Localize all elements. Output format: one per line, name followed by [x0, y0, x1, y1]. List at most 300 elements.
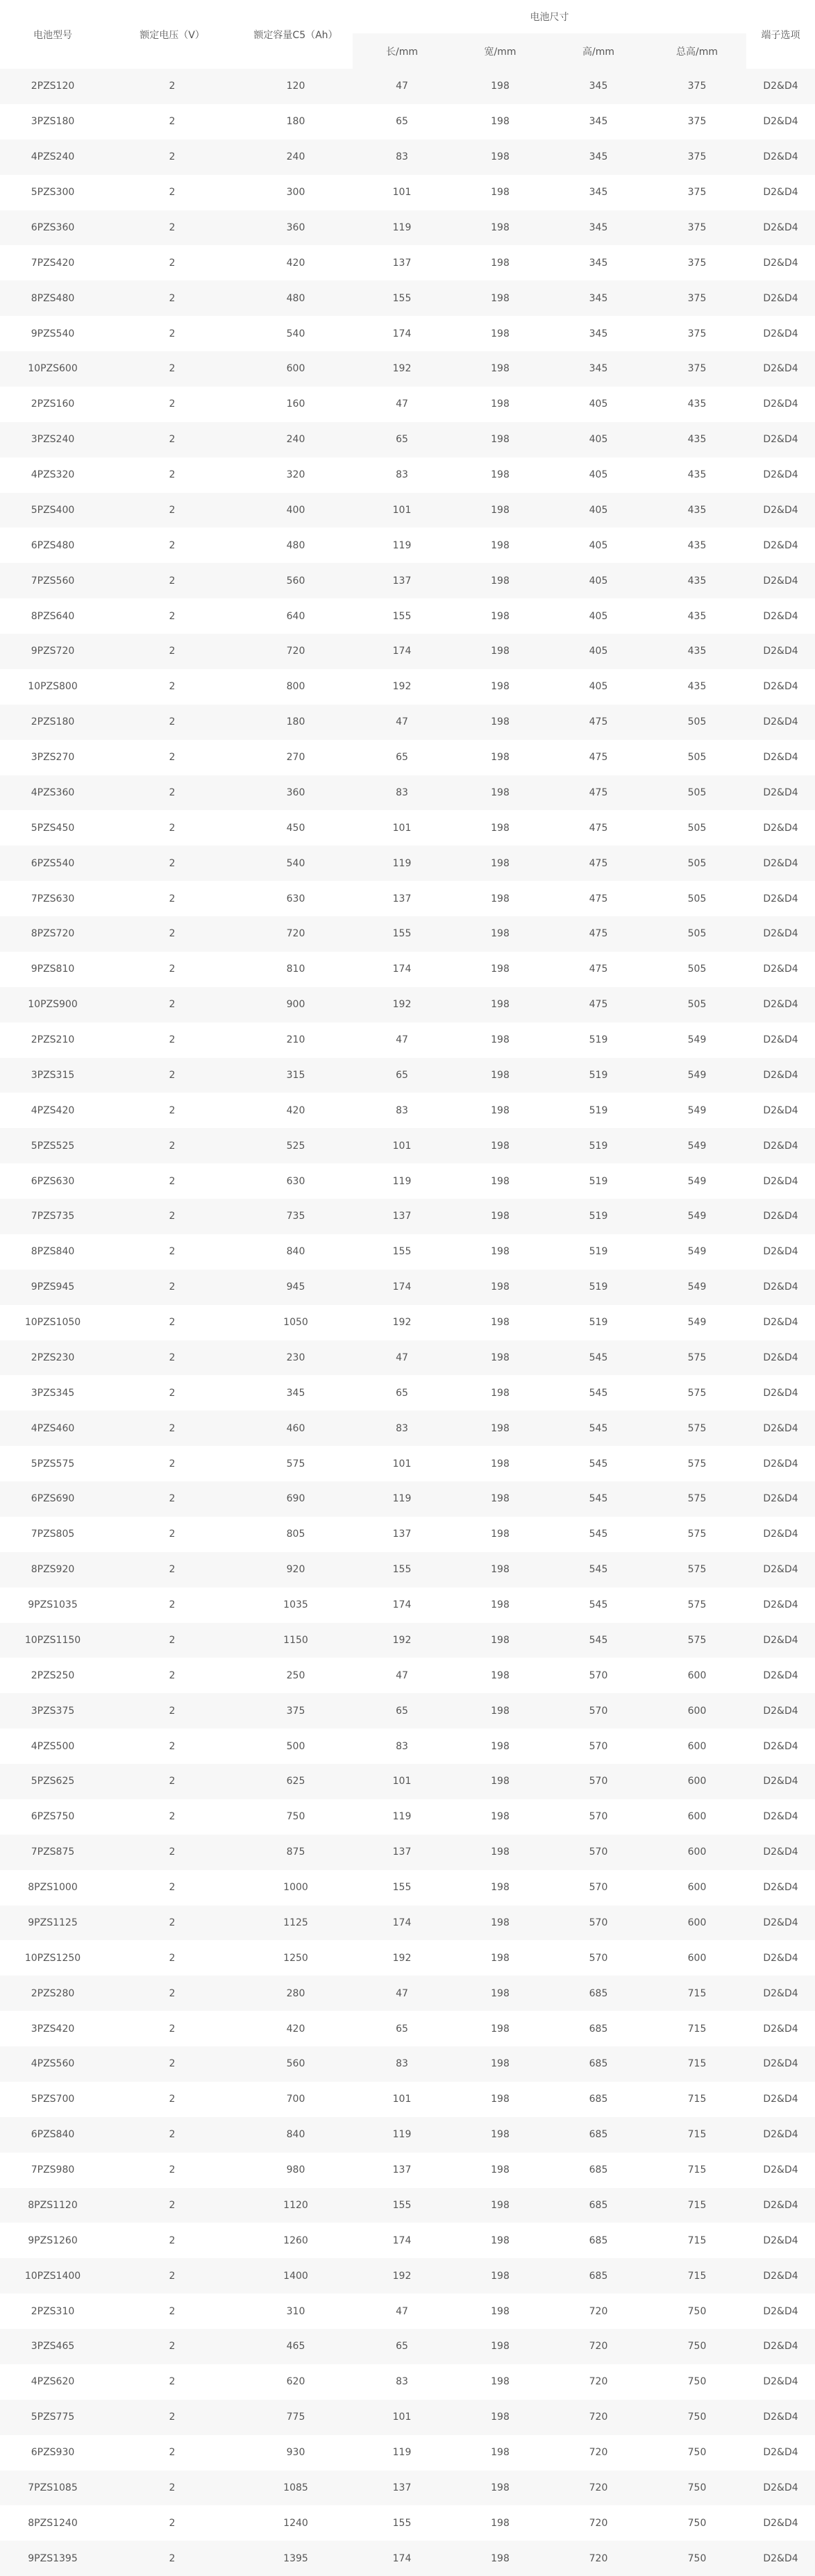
cell-terminal: D2&D4: [746, 1128, 815, 1163]
table-row: [0, 810, 815, 845]
cell-model: 5PZS400: [0, 493, 106, 528]
cell-length: 101: [353, 810, 451, 845]
cell-model: 4PZS460: [0, 1411, 106, 1446]
cell-length: 137: [353, 245, 451, 280]
table-row: [0, 2470, 815, 2506]
table-row: [0, 2541, 815, 2576]
cell-total-height: 600: [648, 1799, 746, 1835]
cell-length: 119: [353, 1799, 451, 1835]
table-row: [0, 740, 815, 775]
cell-total-height: 715: [648, 2153, 746, 2188]
cell-capacity: 775: [239, 2400, 353, 2435]
cell-length: 65: [353, 104, 451, 140]
cell-width: 198: [451, 2293, 549, 2329]
cell-terminal: D2&D4: [746, 1835, 815, 1870]
cell-capacity: 320: [239, 457, 353, 493]
cell-model: 2PZS120: [0, 69, 106, 104]
cell-height: 519: [549, 1163, 648, 1199]
cell-total-height: 505: [648, 952, 746, 987]
cell-width: 198: [451, 245, 549, 280]
cell-capacity: 900: [239, 987, 353, 1022]
cell-model: 2PZS250: [0, 1658, 106, 1693]
cell-total-height: 505: [648, 705, 746, 740]
cell-length: 83: [353, 2046, 451, 2082]
cell-model: 7PZS1085: [0, 2470, 106, 2506]
cell-capacity: 1240: [239, 2505, 353, 2541]
cell-height: 685: [549, 1976, 648, 2011]
cell-total-height: 715: [648, 2117, 746, 2153]
cell-capacity: 420: [239, 245, 353, 280]
cell-height: 405: [549, 669, 648, 705]
cell-voltage: 2: [106, 1234, 239, 1270]
cell-height: 519: [549, 1128, 648, 1163]
cell-terminal: D2&D4: [746, 775, 815, 811]
table-row: [0, 69, 815, 104]
cell-width: 198: [451, 2258, 549, 2293]
cell-total-height: 549: [648, 1234, 746, 1270]
table-row: [0, 2011, 815, 2046]
cell-capacity: 540: [239, 316, 353, 351]
cell-terminal: D2&D4: [746, 810, 815, 845]
cell-terminal: D2&D4: [746, 634, 815, 669]
cell-capacity: 1395: [239, 2541, 353, 2576]
cell-model: 6PZS840: [0, 2117, 106, 2153]
cell-width: 198: [451, 1764, 549, 1799]
cell-terminal: D2&D4: [746, 1411, 815, 1446]
cell-terminal: D2&D4: [746, 1093, 815, 1128]
cell-total-height: 435: [648, 528, 746, 563]
cell-width: 198: [451, 1093, 549, 1128]
cell-total-height: 575: [648, 1588, 746, 1623]
cell-height: 570: [549, 1870, 648, 1905]
cell-capacity: 360: [239, 775, 353, 811]
table-row: [0, 987, 815, 1022]
cell-height: 570: [549, 1764, 648, 1799]
cell-width: 198: [451, 1658, 549, 1693]
cell-voltage: 2: [106, 1375, 239, 1411]
cell-length: 192: [353, 1305, 451, 1340]
cell-length: 47: [353, 1022, 451, 1058]
cell-length: 65: [353, 422, 451, 457]
table-row: [0, 1728, 815, 1764]
cell-voltage: 2: [106, 2470, 239, 2506]
cell-length: 65: [353, 1693, 451, 1728]
cell-model: 7PZS980: [0, 2153, 106, 2188]
cell-model: 5PZS625: [0, 1764, 106, 1799]
table-row: [0, 1128, 815, 1163]
cell-voltage: 2: [106, 1199, 239, 1234]
cell-voltage: 2: [106, 1093, 239, 1128]
cell-length: 83: [353, 1093, 451, 1128]
cell-terminal: D2&D4: [746, 1728, 815, 1764]
cell-length: 101: [353, 1128, 451, 1163]
table-body: [0, 69, 815, 2576]
cell-height: 720: [549, 2541, 648, 2576]
cell-height: 475: [549, 775, 648, 811]
table-row: [0, 387, 815, 422]
cell-height: 545: [549, 1446, 648, 1481]
cell-length: 119: [353, 2435, 451, 2470]
table-row: [0, 316, 815, 351]
cell-model: 8PZS1000: [0, 1870, 106, 1905]
cell-length: 192: [353, 1940, 451, 1976]
cell-capacity: 600: [239, 351, 353, 387]
cell-capacity: 270: [239, 740, 353, 775]
cell-model: 6PZS930: [0, 2435, 106, 2470]
cell-width: 198: [451, 1375, 549, 1411]
cell-terminal: D2&D4: [746, 2117, 815, 2153]
cell-terminal: D2&D4: [746, 1623, 815, 1658]
cell-voltage: 2: [106, 2293, 239, 2329]
cell-voltage: 2: [106, 2329, 239, 2364]
table-row: [0, 2117, 815, 2153]
cell-capacity: 1150: [239, 1623, 353, 1658]
cell-capacity: 875: [239, 1835, 353, 1870]
cell-width: 198: [451, 2117, 549, 2153]
cell-capacity: 560: [239, 563, 353, 598]
cell-width: 198: [451, 457, 549, 493]
header-width: 宽/mm: [451, 33, 549, 69]
table-row: [0, 1799, 815, 1835]
cell-height: 570: [549, 1799, 648, 1835]
cell-height: 545: [549, 1340, 648, 1376]
cell-model: 9PZS720: [0, 634, 106, 669]
cell-capacity: 840: [239, 2117, 353, 2153]
table-row: [0, 2046, 815, 2082]
cell-height: 475: [549, 740, 648, 775]
cell-terminal: D2&D4: [746, 1305, 815, 1340]
cell-model: 9PZS1395: [0, 2541, 106, 2576]
cell-capacity: 930: [239, 2435, 353, 2470]
cell-height: 345: [549, 104, 648, 140]
cell-height: 685: [549, 2011, 648, 2046]
cell-voltage: 2: [106, 1976, 239, 2011]
cell-terminal: D2&D4: [746, 1588, 815, 1623]
cell-model: 5PZS450: [0, 810, 106, 845]
cell-length: 155: [353, 916, 451, 952]
cell-width: 198: [451, 634, 549, 669]
cell-total-height: 575: [648, 1375, 746, 1411]
cell-terminal: D2&D4: [746, 2435, 815, 2470]
header-model: 电池型号: [33, 29, 72, 41]
cell-terminal: D2&D4: [746, 104, 815, 140]
cell-total-height: 600: [648, 1658, 746, 1693]
cell-height: 545: [549, 1517, 648, 1552]
cell-capacity: 1250: [239, 1940, 353, 1976]
table-row: [0, 1305, 815, 1340]
cell-height: 545: [549, 1623, 648, 1658]
cell-height: 405: [549, 598, 648, 634]
cell-terminal: D2&D4: [746, 740, 815, 775]
cell-terminal: D2&D4: [746, 528, 815, 563]
cell-width: 198: [451, 210, 549, 246]
cell-model: 4PZS320: [0, 457, 106, 493]
cell-height: 475: [549, 845, 648, 881]
cell-width: 198: [451, 1693, 549, 1728]
cell-width: 198: [451, 69, 549, 104]
cell-voltage: 2: [106, 2082, 239, 2117]
cell-terminal: D2&D4: [746, 1976, 815, 2011]
cell-length: 155: [353, 598, 451, 634]
table-row: [0, 2505, 815, 2541]
cell-terminal: D2&D4: [746, 1870, 815, 1905]
cell-total-height: 575: [648, 1340, 746, 1376]
cell-width: 198: [451, 2188, 549, 2223]
cell-width: 198: [451, 422, 549, 457]
table-row: [0, 1764, 815, 1799]
cell-width: 198: [451, 351, 549, 387]
table-row: [0, 916, 815, 952]
cell-width: 198: [451, 1128, 549, 1163]
cell-model: 6PZS630: [0, 1163, 106, 1199]
cell-height: 405: [549, 387, 648, 422]
cell-height: 475: [549, 881, 648, 916]
cell-length: 137: [353, 2470, 451, 2506]
cell-width: 198: [451, 387, 549, 422]
cell-length: 174: [353, 952, 451, 987]
table-row: [0, 2082, 815, 2117]
cell-height: 345: [549, 175, 648, 210]
cell-length: 137: [353, 1835, 451, 1870]
cell-model: 9PZS810: [0, 952, 106, 987]
cell-width: 198: [451, 140, 549, 175]
cell-length: 65: [353, 2011, 451, 2046]
cell-voltage: 2: [106, 1905, 239, 1941]
table-row: [0, 493, 815, 528]
cell-height: 405: [549, 493, 648, 528]
cell-terminal: D2&D4: [746, 2329, 815, 2364]
cell-width: 198: [451, 1163, 549, 1199]
table-row: [0, 845, 815, 881]
cell-width: 198: [451, 2046, 549, 2082]
cell-length: 83: [353, 2364, 451, 2400]
cell-model: 5PZS300: [0, 175, 106, 210]
cell-total-height: 600: [648, 1728, 746, 1764]
cell-height: 570: [549, 1728, 648, 1764]
cell-total-height: 435: [648, 598, 746, 634]
cell-height: 475: [549, 810, 648, 845]
table-row: [0, 2364, 815, 2400]
cell-height: 475: [549, 705, 648, 740]
cell-height: 545: [549, 1411, 648, 1446]
cell-width: 198: [451, 2153, 549, 2188]
cell-model: 3PZS180: [0, 104, 106, 140]
cell-total-height: 549: [648, 1199, 746, 1234]
cell-model: 7PZS560: [0, 563, 106, 598]
cell-height: 570: [549, 1693, 648, 1728]
cell-terminal: D2&D4: [746, 2082, 815, 2117]
cell-capacity: 720: [239, 634, 353, 669]
table-row: [0, 1693, 815, 1728]
cell-height: 685: [549, 2117, 648, 2153]
cell-model: 6PZS480: [0, 528, 106, 563]
cell-terminal: D2&D4: [746, 457, 815, 493]
cell-length: 192: [353, 669, 451, 705]
cell-model: 6PZS690: [0, 1481, 106, 1517]
table-row: [0, 1870, 815, 1905]
cell-total-height: 375: [648, 245, 746, 280]
cell-length: 174: [353, 634, 451, 669]
cell-height: 519: [549, 1234, 648, 1270]
table-row: [0, 634, 815, 669]
cell-capacity: 1085: [239, 2470, 353, 2506]
cell-terminal: D2&D4: [746, 1658, 815, 1693]
cell-total-height: 375: [648, 210, 746, 246]
table-row: [0, 669, 815, 705]
cell-length: 119: [353, 2117, 451, 2153]
cell-height: 345: [549, 280, 648, 316]
cell-capacity: 840: [239, 1234, 353, 1270]
cell-total-height: 375: [648, 280, 746, 316]
cell-height: 545: [549, 1375, 648, 1411]
cell-width: 198: [451, 1517, 549, 1552]
cell-total-height: 715: [648, 2258, 746, 2293]
cell-capacity: 640: [239, 598, 353, 634]
cell-voltage: 2: [106, 563, 239, 598]
cell-height: 720: [549, 2470, 648, 2506]
cell-terminal: D2&D4: [746, 280, 815, 316]
table-row: [0, 1446, 815, 1481]
cell-terminal: D2&D4: [746, 1199, 815, 1234]
table-row: [0, 104, 815, 140]
cell-width: 198: [451, 845, 549, 881]
cell-voltage: 2: [106, 1058, 239, 1093]
cell-capacity: 1125: [239, 1905, 353, 1941]
cell-total-height: 375: [648, 69, 746, 104]
cell-height: 519: [549, 1270, 648, 1305]
cell-capacity: 180: [239, 705, 353, 740]
table-row: [0, 175, 815, 210]
cell-length: 155: [353, 2505, 451, 2541]
cell-model: 9PZS1260: [0, 2223, 106, 2258]
cell-length: 155: [353, 1552, 451, 1588]
cell-height: 720: [549, 2293, 648, 2329]
cell-width: 198: [451, 2329, 549, 2364]
cell-width: 198: [451, 1835, 549, 1870]
cell-width: 198: [451, 2541, 549, 2576]
cell-length: 137: [353, 563, 451, 598]
cell-model: 9PZS540: [0, 316, 106, 351]
cell-width: 198: [451, 1481, 549, 1517]
cell-voltage: 2: [106, 1870, 239, 1905]
cell-voltage: 2: [106, 1411, 239, 1446]
cell-height: 545: [549, 1588, 648, 1623]
cell-terminal: D2&D4: [746, 210, 815, 246]
cell-voltage: 2: [106, 598, 239, 634]
cell-capacity: 345: [239, 1375, 353, 1411]
cell-width: 198: [451, 669, 549, 705]
table-row: [0, 1270, 815, 1305]
cell-terminal: D2&D4: [746, 2258, 815, 2293]
cell-model: 6PZS540: [0, 845, 106, 881]
cell-total-height: 715: [648, 2082, 746, 2117]
cell-terminal: D2&D4: [746, 1234, 815, 1270]
cell-voltage: 2: [106, 2505, 239, 2541]
table-row: [0, 1340, 815, 1376]
cell-height: 570: [549, 1905, 648, 1941]
cell-total-height: 505: [648, 987, 746, 1022]
table-row: [0, 210, 815, 246]
cell-terminal: D2&D4: [746, 1270, 815, 1305]
cell-height: 405: [549, 528, 648, 563]
cell-height: 345: [549, 316, 648, 351]
cell-length: 47: [353, 1658, 451, 1693]
table-row: [0, 140, 815, 175]
cell-terminal: D2&D4: [746, 1340, 815, 1376]
cell-length: 119: [353, 528, 451, 563]
cell-terminal: D2&D4: [746, 1481, 815, 1517]
cell-model: 5PZS775: [0, 2400, 106, 2435]
cell-capacity: 300: [239, 175, 353, 210]
cell-terminal: D2&D4: [746, 2188, 815, 2223]
cell-voltage: 2: [106, 528, 239, 563]
cell-voltage: 2: [106, 1940, 239, 1976]
cell-total-height: 600: [648, 1835, 746, 1870]
cell-capacity: 420: [239, 2011, 353, 2046]
cell-length: 155: [353, 280, 451, 316]
cell-width: 198: [451, 1305, 549, 1340]
cell-voltage: 2: [106, 1022, 239, 1058]
cell-height: 685: [549, 2153, 648, 2188]
cell-height: 720: [549, 2329, 648, 2364]
cell-capacity: 1035: [239, 1588, 353, 1623]
cell-total-height: 435: [648, 634, 746, 669]
cell-length: 47: [353, 1340, 451, 1376]
cell-model: 2PZS280: [0, 1976, 106, 2011]
cell-height: 545: [549, 1481, 648, 1517]
cell-terminal: D2&D4: [746, 845, 815, 881]
cell-length: 119: [353, 845, 451, 881]
cell-width: 198: [451, 2223, 549, 2258]
cell-terminal: D2&D4: [746, 1058, 815, 1093]
cell-capacity: 625: [239, 1764, 353, 1799]
cell-terminal: D2&D4: [746, 2153, 815, 2188]
cell-voltage: 2: [106, 69, 239, 104]
cell-model: 9PZS945: [0, 1270, 106, 1305]
cell-voltage: 2: [106, 987, 239, 1022]
cell-width: 198: [451, 1058, 549, 1093]
table-row: [0, 1234, 815, 1270]
cell-voltage: 2: [106, 952, 239, 987]
cell-voltage: 2: [106, 422, 239, 457]
cell-height: 475: [549, 952, 648, 987]
cell-terminal: D2&D4: [746, 916, 815, 952]
cell-total-height: 549: [648, 1128, 746, 1163]
cell-capacity: 800: [239, 669, 353, 705]
cell-capacity: 315: [239, 1058, 353, 1093]
cell-model: 8PZS480: [0, 280, 106, 316]
cell-height: 519: [549, 1022, 648, 1058]
table-row: [0, 528, 815, 563]
cell-height: 720: [549, 2364, 648, 2400]
cell-width: 198: [451, 528, 549, 563]
cell-width: 198: [451, 2435, 549, 2470]
cell-total-height: 375: [648, 140, 746, 175]
cell-length: 155: [353, 2188, 451, 2223]
table-row: [0, 1163, 815, 1199]
cell-height: 475: [549, 916, 648, 952]
cell-total-height: 600: [648, 1940, 746, 1976]
cell-capacity: 630: [239, 1163, 353, 1199]
cell-width: 198: [451, 2011, 549, 2046]
cell-capacity: 240: [239, 140, 353, 175]
cell-total-height: 750: [648, 2293, 746, 2329]
cell-model: 3PZS240: [0, 422, 106, 457]
cell-width: 198: [451, 1976, 549, 2011]
table-row: [0, 1835, 815, 1870]
cell-height: 519: [549, 1058, 648, 1093]
cell-total-height: 435: [648, 563, 746, 598]
